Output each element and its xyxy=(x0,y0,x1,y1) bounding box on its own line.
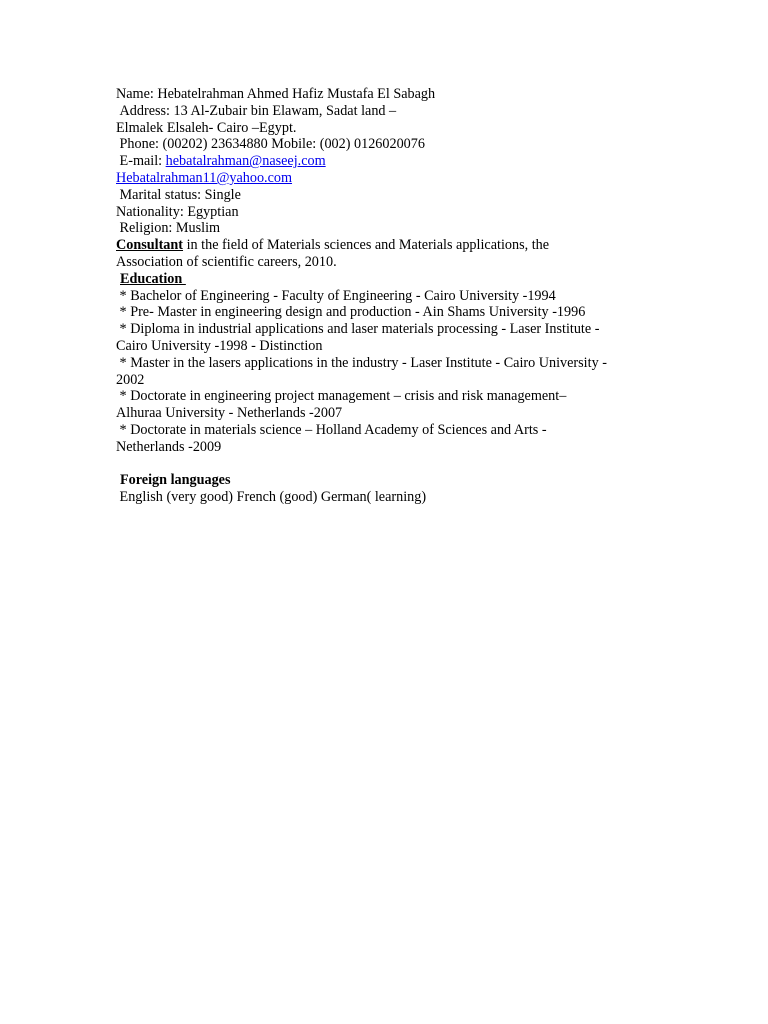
education-item: 2002 xyxy=(116,371,145,388)
consultant-line xyxy=(116,237,656,254)
email-primary-link[interactable]: hebatalrahman@naseej.com xyxy=(165,153,326,170)
email-label: E-mail: xyxy=(116,153,166,170)
education-item: Alhuraa University - Netherlands -2007 xyxy=(116,405,343,422)
education-item: * Bachelor of Engineering - Faculty of Engineering - Cairo University -1994 xyxy=(116,287,556,304)
languages-text: English (very good) French (good) German( learning) xyxy=(116,489,427,506)
education-item: * Master in the lasers applications in the industry - Laser Institute - Cairo University - xyxy=(116,354,607,371)
nationality-line: Nationality: Egyptian xyxy=(116,203,239,220)
consultant-text-continued: Association of scientific careers, 2010. xyxy=(116,253,337,270)
address-line-2: Elmalek Elsaleh- Cairo –Egypt. xyxy=(116,119,297,136)
email-secondary-link[interactable]: Hebatalrahman11@yahoo.com xyxy=(116,169,293,186)
education-item: * Diploma in industrial applications and laser materials processing - Laser Institute - xyxy=(116,321,600,338)
resume-document xyxy=(116,86,656,506)
education-heading: Education xyxy=(120,270,186,287)
consultant-label: Consultant xyxy=(116,237,184,254)
religion-line: Religion: Muslim xyxy=(116,220,221,237)
address-line-1: Address: 13 Al-Zubair bin Elawam, Sadat land – xyxy=(116,102,397,119)
consultant-text: in the field of Materials sciences and Materials applications, the xyxy=(183,237,550,254)
phone-line: Phone: (00202) 23634880 Mobile: (002) 0126020076 xyxy=(116,136,425,153)
education-heading-line xyxy=(116,271,656,288)
marital-status-line: Marital status: Single xyxy=(116,186,241,203)
education-item: * Pre- Master in engineering design and production - Ain Shams University -1996 xyxy=(116,304,586,321)
email-secondary-line xyxy=(116,170,656,187)
education-item: * Doctorate in engineering project management – crisis and risk management– xyxy=(116,388,567,405)
name-line: Name: Hebatelrahman Ahmed Hafiz Mustafa El Sabagh xyxy=(116,86,436,102)
education-item: Cairo University -1998 - Distinction xyxy=(116,337,323,354)
spacer xyxy=(116,456,656,473)
education-item: Netherlands -2009 xyxy=(116,438,222,455)
languages-heading-line xyxy=(116,472,656,489)
languages-heading: Foreign languages xyxy=(120,472,231,489)
education-item: * Doctorate in materials science – Holland Academy of Sciences and Arts - xyxy=(116,421,547,438)
email-line xyxy=(116,153,656,170)
